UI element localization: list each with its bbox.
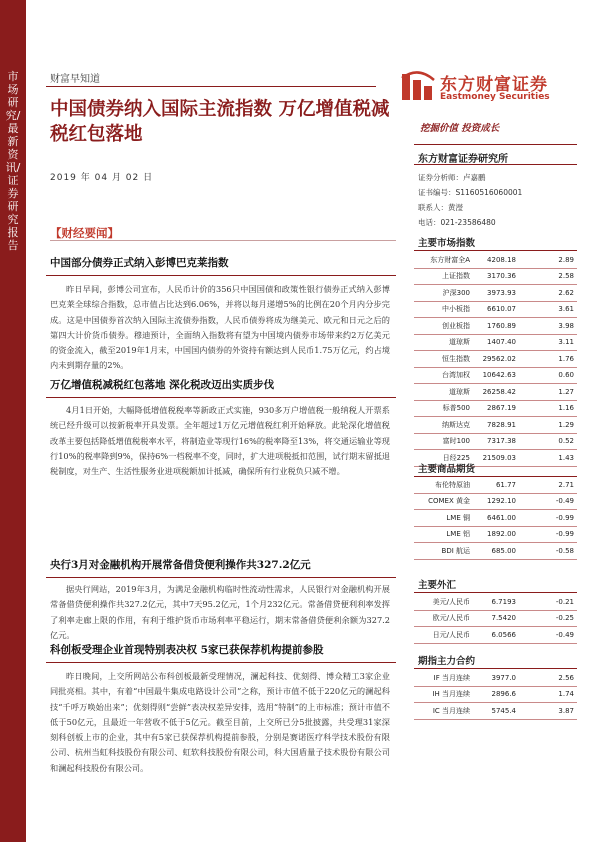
sidebar-vertical-text: 市场研究/最新资讯/证券研究报告	[5, 70, 21, 252]
row-value: 7828.91	[474, 417, 522, 434]
row-change: 3.87	[522, 703, 577, 720]
row-value: 6.0566	[474, 627, 522, 644]
market-table-row	[414, 627, 577, 644]
brand-name-en: Eastmoney Securities	[440, 92, 550, 102]
market-table-row	[414, 268, 577, 285]
news-section-title: 【财经要闻】	[50, 226, 119, 240]
commodity-title: 主要商品期货	[418, 464, 476, 475]
row-change: 1.76	[522, 351, 577, 368]
row-name: COMEX 黄金	[414, 493, 474, 510]
row-change: 3.61	[522, 301, 577, 318]
market-table-row	[414, 351, 577, 368]
row-value: 7.5420	[474, 610, 522, 627]
row-value: 2867.19	[474, 400, 522, 417]
row-name: 东方财富全A	[414, 252, 474, 268]
row-change: 2.62	[522, 285, 577, 302]
article-body: 据央行网站，2019年3月，为满足金融机构临时性流动性需求，人民银行对金融机构开展常备借贷便利操作共327.2亿元，其中7天95.2亿元，1个月232亿元。常备借贷便利利率发挥了利率走廊上限的作用，有利于维护货币市场利率平稳运行，期末常备借贷便利余额为327.2亿元。	[50, 584, 390, 640]
market-table-row	[414, 367, 577, 384]
futures-title: 期指主力合约	[418, 656, 476, 667]
row-name: LME 铜	[414, 510, 474, 527]
row-change: 2.89	[522, 252, 577, 268]
article-heading: 科创板受理企业首现特别表决权 5家已获保荐机构提前参股	[50, 644, 324, 656]
market-table-row	[414, 670, 577, 686]
row-value: 29562.02	[474, 351, 522, 368]
market-index-divider	[414, 250, 577, 251]
market-table-row	[414, 686, 577, 703]
market-table-row	[414, 417, 577, 434]
row-name: IF 当月连续	[414, 670, 474, 686]
row-name: 道琼斯	[414, 334, 474, 351]
row-change: 3.11	[522, 334, 577, 351]
article-divider	[46, 397, 396, 398]
row-name: IC 当月连续	[414, 703, 474, 720]
report-date: 2019 年 04 月 02 日	[50, 173, 154, 183]
row-change: -0.25	[522, 610, 577, 627]
market-table-row	[414, 510, 577, 527]
market-table-row	[414, 703, 577, 720]
row-value: 10642.63	[474, 367, 522, 384]
market-table-row	[414, 543, 577, 560]
eastmoney-logo-icon	[400, 70, 436, 104]
row-change: 1.27	[522, 384, 577, 401]
row-name: 日经225	[414, 450, 474, 467]
article-divider	[46, 662, 396, 663]
market-table-row	[414, 477, 577, 493]
row-value: 4208.18	[474, 252, 522, 268]
market-table-row	[414, 433, 577, 450]
row-name: 创业板指	[414, 318, 474, 335]
row-name: 纳斯达克	[414, 417, 474, 434]
row-name: 恒生指数	[414, 351, 474, 368]
market-table-row	[414, 384, 577, 401]
contact-person: 联系人：黄瀅	[418, 203, 463, 212]
row-change: 0.60	[522, 367, 577, 384]
row-change: 2.58	[522, 268, 577, 285]
row-change: 2.71	[522, 477, 577, 493]
fx-table	[414, 594, 577, 644]
article-body: 昨日晚间，上交所网站公布科创板最新受理情况，澜起科技、优刻得、博众精工3家企业同批亮相。其中，有着“中国最牛集成电路设计公司”之称，预计市值不低于220亿元的澜起科技“千呼万唤始出来”；优刻得则“尝鲜”表决权差异安排，选用“特制”的上市标准；预计市值不低于50亿元，且最近一年营收不低于5亿元。截至目前，上交所已分5批披露，共受理31家深刻科创板上市的企业，其中有5家已获保荐机构提前参股，分别是赛诺医疗科学技术股份有限公司、杭州当虹科技股份有限公司、虹软科技股份有限公司，科大国盾量子技术股份有限公司和澜起科技股份有限公司。	[50, 671, 390, 773]
row-name: BDI 航运	[414, 543, 474, 560]
row-name: 道琼斯	[414, 384, 474, 401]
row-change: -0.21	[522, 594, 577, 610]
row-name: 台湾加权	[414, 367, 474, 384]
market-table-row	[414, 318, 577, 335]
article-heading: 中国部分债券正式纳入彭博巴克莱指数	[50, 257, 229, 269]
contact-phone: 电话：021-23586480	[418, 218, 496, 227]
report-series-label: 财富早知道	[50, 74, 100, 85]
article-divider	[46, 275, 396, 276]
article-heading: 央行3月对金融机构开展常备借贷便利操作共327.2亿元	[50, 559, 311, 571]
row-name: 美元/人民币	[414, 594, 474, 610]
row-change: -0.49	[522, 493, 577, 510]
row-name: LME 铝	[414, 526, 474, 543]
article-divider	[46, 577, 396, 578]
article-heading: 万亿增值税减税红包落地 深化税改迈出实质步伐	[50, 379, 275, 391]
analyst-name: 证券分析师：卢嘉鹏	[418, 173, 486, 182]
article-body: 昨日早间，彭博公司宣布，人民币计价的356只中国国债和政策性银行债券正式纳入彭博巴克莱全球综合指数，总市值占比达到6.06%，并将以每月递增5%的比例在20个月内分步完成。这是中国债券首次纳入国际主流债券指数，人民币债券将成为继美元、欧元和日元之后的第四大计价货币债券。穆迪预计，全面纳入指数将有望为中国境内债券市场带来约2万亿美元的资金流入，截至2019年1月末，中国国内债券的外资持有额达到人民币1.75万亿元，约占境内未到期存量的2%。	[50, 284, 390, 371]
news-section-header	[50, 222, 396, 241]
market-table-row	[414, 301, 577, 318]
row-change: 3.98	[522, 318, 577, 335]
row-name: 上证指数	[414, 268, 474, 285]
left-sidebar	[0, 0, 26, 842]
market-table-row	[414, 493, 577, 510]
brand-slogan: 挖掘价值 投资成长	[420, 123, 500, 134]
row-name: 沪深300	[414, 285, 474, 302]
row-value: 3170.36	[474, 268, 522, 285]
row-change: -0.58	[522, 543, 577, 560]
row-value: 1760.89	[474, 318, 522, 335]
row-value: 5745.4	[474, 703, 522, 720]
commodity-table	[414, 477, 577, 560]
market-table-row	[414, 610, 577, 627]
futures-divider	[414, 668, 577, 669]
certificate-number: 证书编号：S1160516060001	[418, 188, 523, 197]
market-index-table	[414, 252, 577, 467]
row-value: 26258.42	[474, 384, 522, 401]
row-value: 6461.00	[474, 510, 522, 527]
market-table-row	[414, 400, 577, 417]
row-change: -0.99	[522, 510, 577, 527]
row-change: 0.52	[522, 433, 577, 450]
market-index-title: 主要市场指数	[418, 238, 476, 249]
row-name: 布伦特原油	[414, 477, 474, 493]
row-value: 1292.10	[474, 493, 522, 510]
fx-title: 主要外汇	[418, 580, 457, 591]
header-divider	[46, 86, 376, 87]
row-name: 日元/人民币	[414, 627, 474, 644]
row-value: 21509.03	[474, 450, 522, 467]
row-name: 中小板指	[414, 301, 474, 318]
row-value: 61.77	[474, 477, 522, 493]
row-change: 1.29	[522, 417, 577, 434]
row-change: -0.49	[522, 627, 577, 644]
row-value: 2896.6	[474, 686, 522, 703]
right-divider	[414, 144, 577, 145]
institute-divider	[414, 164, 577, 165]
futures-table	[414, 670, 577, 720]
article-body: 4月1日开始，大幅降低增值税税率等新政正式实施，930多万户增值税一般纳税人开票系统已经升级可以按新税率开具发票。全年超过1万亿元增值税红利开始释放。此轮深化增值税改革主要包括降低增值税税率水平，将制造业等现行16%的税率降至13%，将交通运输业等现行10%的税率降到9%，保持6%一档税率不变，同时，扩大进项税抵扣范围，试行期末留抵退税制度，对生产、生活性服务业进项税额加计抵减，确保所有行业税负只减不增。	[50, 405, 390, 477]
row-value: 3977.0	[474, 670, 522, 686]
row-change: 1.74	[522, 686, 577, 703]
row-value: 6.7193	[474, 594, 522, 610]
brand-logo	[400, 70, 580, 110]
row-value: 7317.38	[474, 433, 522, 450]
row-name: 富时100	[414, 433, 474, 450]
institute-name: 东方财富证券研究所	[418, 154, 508, 165]
row-value: 3973.93	[474, 285, 522, 302]
brand-name-cn: 东方财富证券	[440, 75, 548, 95]
row-name: 欧元/人民币	[414, 610, 474, 627]
row-name: 标普500	[414, 400, 474, 417]
row-change: 2.56	[522, 670, 577, 686]
row-value: 1407.40	[474, 334, 522, 351]
market-table-row	[414, 334, 577, 351]
row-value: 685.00	[474, 543, 522, 560]
row-change: 1.16	[522, 400, 577, 417]
report-title: 中国债券纳入国际主流指数 万亿增值税减税红包落地	[50, 99, 390, 145]
row-change: 1.43	[522, 450, 577, 467]
row-change: -0.99	[522, 526, 577, 543]
row-value: 6610.07	[474, 301, 522, 318]
row-name: IH 当月连续	[414, 686, 474, 703]
fx-divider	[414, 592, 577, 593]
market-table-row	[414, 526, 577, 543]
market-table-row	[414, 285, 577, 302]
market-table-row	[414, 252, 577, 268]
market-table-row	[414, 594, 577, 610]
row-value: 1892.00	[474, 526, 522, 543]
